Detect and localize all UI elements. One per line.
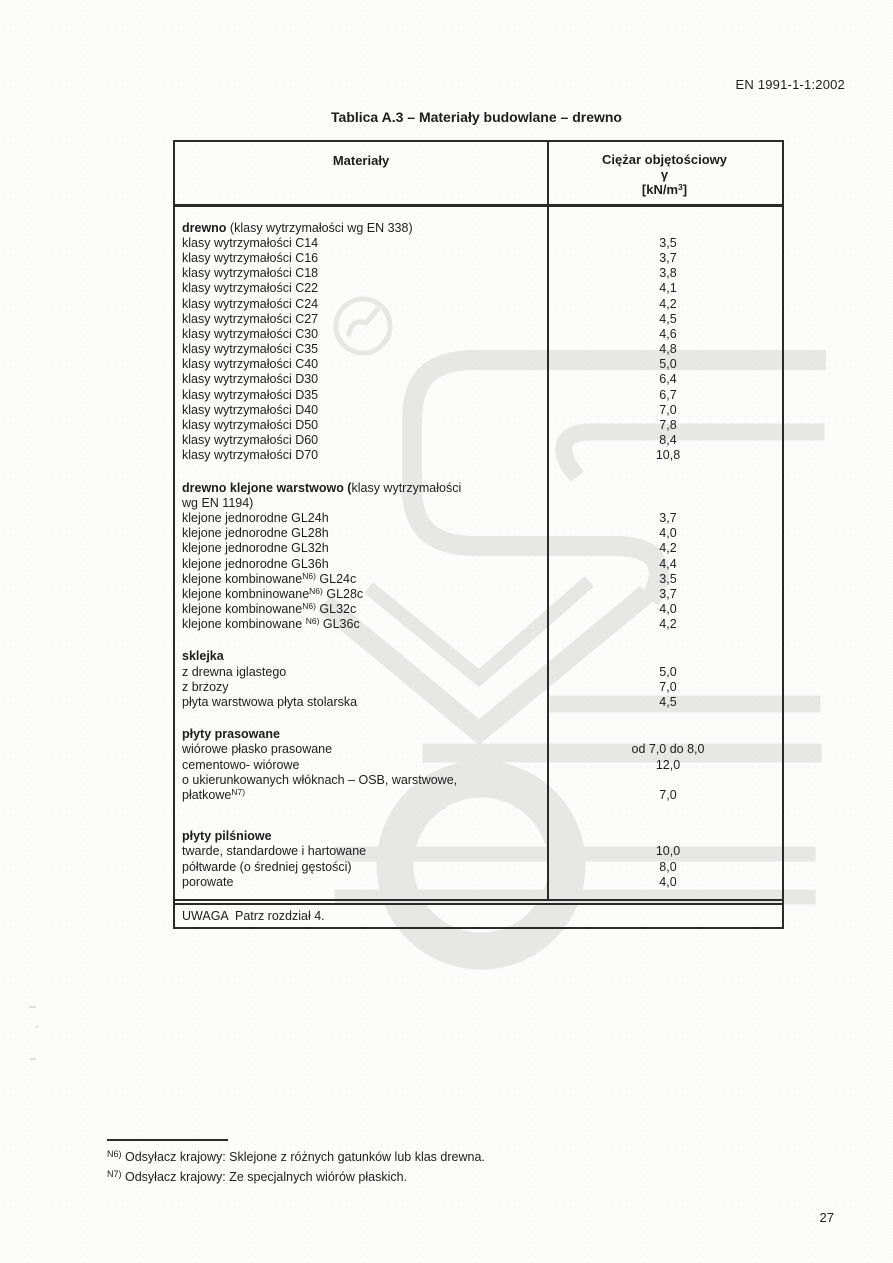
unit-label: $[kN/m^3]$ [641, 182, 688, 197]
footnote-n7: $^{N7)}$ Odsyłacz krajowy: Ze specjalnych wiórów płaskich. [107, 1169, 408, 1184]
weight-value: 4,4 [659, 556, 677, 571]
footnote-marker: N6) [302, 601, 316, 612]
table-row [175, 664, 782, 679]
weight-value: 7,0 [659, 679, 677, 694]
weight-value: 5,0 [659, 357, 677, 372]
weight-value: 12,0 [655, 757, 681, 772]
material-label: klasy wytrzymałości D40 [182, 402, 319, 417]
table-section-sklejka [175, 649, 782, 710]
footnote-marker: N7) [231, 786, 246, 797]
section-header-row [175, 727, 782, 742]
material-label: klasy wytrzymałości D35 [182, 387, 319, 402]
material-label: z brzozy [182, 679, 229, 694]
weight-header-label: Ciężar objętościowy [602, 152, 727, 167]
table-row [175, 526, 782, 541]
table-row [175, 586, 782, 601]
document-reference: EN 1991-1-1:2002 [735, 77, 845, 92]
material-label: klasy wytrzymałości C30 [182, 326, 319, 341]
column-header-weight [547, 142, 782, 204]
material-label: klejone jednorodne GL28h [182, 526, 329, 541]
table-row [175, 617, 782, 632]
table-title: Tablica A.3 – Materiały budowlane – drewno [331, 109, 622, 125]
table-row [175, 417, 782, 432]
table-row [175, 571, 782, 586]
weight-value: 4,2 [659, 541, 677, 556]
table-row [175, 787, 782, 802]
scan-artifact [35, 1026, 39, 1028]
weight-value: 4,5 [659, 311, 677, 326]
table-section-plyty-pilsniowe [175, 829, 782, 890]
page-number: 27 [819, 1210, 834, 1225]
footnote-n6: $^{N6)}$ Odsyłacz krajowy: Sklejone z różnych gatunków lub klas drewna. [107, 1149, 485, 1164]
weight-value: 4,1 [659, 281, 677, 296]
table-row [175, 250, 782, 265]
material-label: o ukierunkowanych włóknach – OSB, warstwowe, [182, 772, 458, 787]
material-label: klasy wytrzymałości C16 [182, 250, 319, 265]
table-row [175, 844, 782, 859]
table-row [175, 311, 782, 326]
material-label: porowate [182, 874, 234, 889]
weight-value: 8,4 [659, 433, 677, 448]
scan-artifact [30, 1058, 36, 1060]
material-label: klasy wytrzymałości C14 [182, 235, 319, 250]
table-row [175, 448, 782, 463]
weight-value: 3,7 [659, 586, 677, 601]
table-row [175, 859, 782, 874]
weight-value: 5,0 [659, 664, 677, 679]
weight-value: 6,4 [659, 372, 677, 387]
weight-value: 7,0 [659, 787, 677, 802]
table-row [175, 510, 782, 525]
material-label: klejone kombinowane$^{N6)}$ GL24c [182, 570, 357, 586]
material-label: twarde, standardowe i hartowane [182, 844, 367, 859]
footnote-block [107, 1139, 485, 1188]
material-label: cementowo- wiórowe [182, 757, 300, 772]
column-divider [547, 142, 549, 901]
table-row [175, 742, 782, 757]
weight-value: 4,0 [659, 602, 677, 617]
material-label: klejone jednorodne GL24h [182, 510, 329, 525]
table-row [175, 235, 782, 250]
material-label: klasy wytrzymałości C35 [182, 342, 319, 357]
scan-artifact [29, 1006, 36, 1008]
footnote-marker: N6) [302, 570, 316, 581]
material-label: półtwarde (o średniej gęstości) [182, 859, 352, 874]
table-row [175, 357, 782, 372]
unit-exponent: 3 [678, 182, 683, 192]
weight-value: 4,8 [659, 342, 677, 357]
table-row [175, 296, 782, 311]
weight-value: 4,6 [659, 326, 677, 341]
material-label: klasy wytrzymałości D60 [182, 433, 319, 448]
gamma-symbol: γ [660, 167, 669, 182]
material-label: z drewna iglastego [182, 664, 287, 679]
weight-value: 4,2 [659, 617, 677, 632]
table-row [175, 602, 782, 617]
section-header-row [175, 829, 782, 844]
weight-value: 10,8 [655, 448, 681, 463]
material-label: klejone jednorodne GL32h [182, 541, 329, 556]
section-header-label: płyty prasowane [182, 727, 280, 742]
table-row [175, 326, 782, 341]
section-header-label: drewno (klasy wytrzymałości wg EN 338) [182, 220, 413, 235]
table-row [175, 757, 782, 772]
note-row: UWAGA Patrz rozdział 4. [175, 903, 782, 927]
table-row [175, 556, 782, 571]
weight-value: 4,0 [659, 526, 677, 541]
section-header-row [175, 220, 782, 235]
weight-value: 4,0 [659, 874, 677, 889]
table-row [175, 694, 782, 709]
section-header-row [175, 649, 782, 664]
material-label: klasy wytrzymałości C40 [182, 357, 319, 372]
table-section-plyty-prasowane [175, 727, 782, 803]
footnote-marker: N6) [309, 585, 323, 596]
material-label: klasy wytrzymałości D70 [182, 448, 319, 463]
material-label: klasy wytrzymałości D30 [182, 372, 319, 387]
weight-value: 3,8 [659, 266, 677, 281]
material-label: klasy wytrzymałości C22 [182, 281, 319, 296]
material-label: klasy wytrzymałości C24 [182, 296, 319, 311]
table-row [175, 679, 782, 694]
material-label: klasy wytrzymałości C18 [182, 266, 319, 281]
material-label: klejone kombinowane $^{N6)}$ GL36c [182, 616, 360, 632]
weight-value: 4,2 [659, 296, 677, 311]
weight-value: 6,7 [659, 387, 677, 402]
section-header-label: drewno klejone warstwowo (klasy wytrzymałości [182, 480, 462, 495]
weight-value: 3,5 [659, 571, 677, 586]
table-row [175, 402, 782, 417]
material-label: klejone kombinowane$^{N6)}$ GL32c [182, 601, 357, 617]
material-label: klejone kombninowane$^{N6)}$ GL28c [182, 585, 364, 601]
table-row [175, 342, 782, 357]
material-label: klasy wytrzymałości C27 [182, 311, 319, 326]
table-row [175, 387, 782, 402]
material-label: klejone jednorodne GL36h [182, 556, 329, 571]
section-header-row [175, 495, 782, 510]
column-header-materials: Materiały [332, 153, 390, 168]
weight-value: 3,7 [659, 510, 677, 525]
weight-value: 4,5 [659, 695, 677, 710]
weight-value: 3,5 [659, 235, 677, 250]
table-section-drewno-klejone [175, 480, 782, 632]
weight-value: od 7,0 do 8,0 [631, 742, 705, 757]
table-row [175, 772, 782, 787]
table-row [175, 541, 782, 556]
table-header-row [175, 142, 782, 207]
table-body [175, 207, 782, 901]
material-label: płatkowe$^{N7)}$ [182, 786, 246, 802]
table-row [175, 281, 782, 296]
material-label: wiórowe płasko prasowane [182, 742, 333, 757]
table-section-drewno [175, 220, 782, 463]
footnote-marker: N6) [305, 616, 320, 627]
table-row [175, 266, 782, 281]
section-header-row [175, 480, 782, 495]
weight-value: 8,0 [659, 859, 677, 874]
section-header-label: wg EN 1194) [182, 495, 254, 510]
material-label: klasy wytrzymałości D50 [182, 418, 319, 433]
weight-value: 7,8 [659, 418, 677, 433]
weight-value: 10,0 [655, 844, 681, 859]
table-row [175, 372, 782, 387]
table-row [175, 874, 782, 889]
section-header-label: sklejka [182, 649, 224, 664]
weight-value: 7,0 [659, 402, 677, 417]
footnote-rule [107, 1139, 228, 1141]
weight-value: 3,7 [659, 250, 677, 265]
table-row [175, 433, 782, 448]
material-label: płyta warstwowa płyta stolarska [182, 695, 358, 710]
section-header-label: płyty pilśniowe [182, 829, 272, 844]
materials-table [173, 140, 784, 929]
